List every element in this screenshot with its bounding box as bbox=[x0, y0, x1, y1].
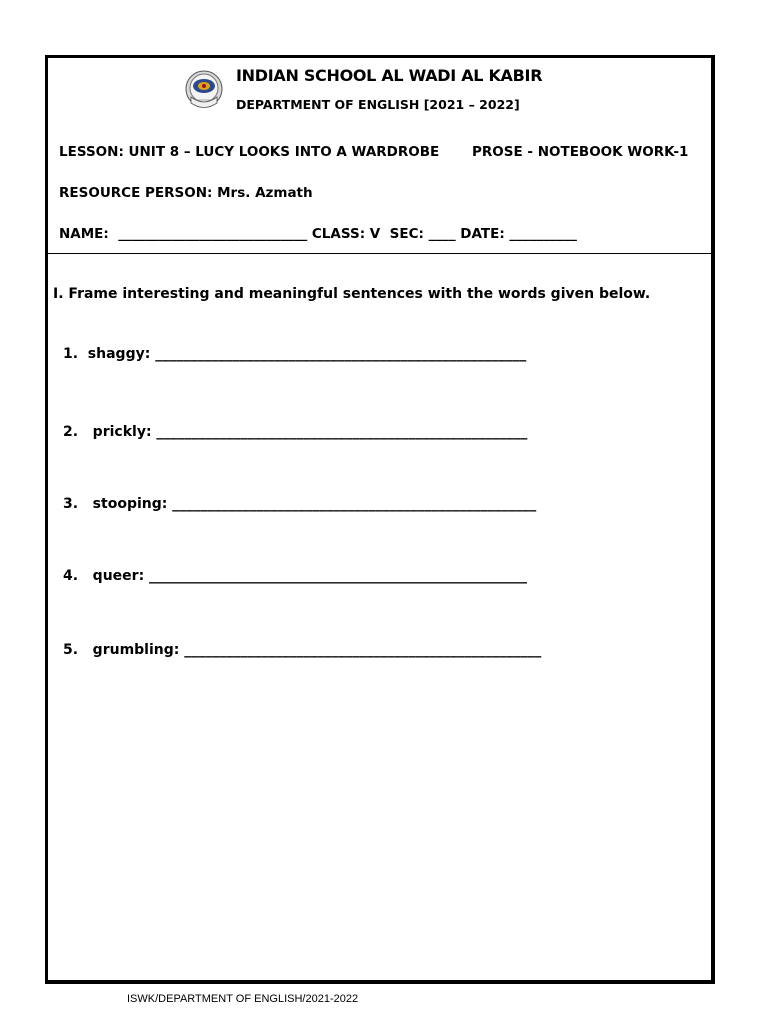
school-name: INDIAN SCHOOL AL WADI AL KABIR bbox=[236, 66, 543, 85]
lesson-title: LESSON: UNIT 8 – LUCY LOOKS INTO A WARDROBE bbox=[59, 144, 440, 160]
work-title: PROSE - NOTEBOOK WORK-1 bbox=[472, 144, 689, 160]
question-item: 5. grumbling: ___________________________________________________ bbox=[63, 642, 542, 658]
instruction-text: I. Frame interesting and meaningful sentences with the words given below. bbox=[53, 286, 651, 302]
page-footer: ISWK/DEPARTMENT OF ENGLISH/2021-2022 bbox=[127, 993, 359, 1005]
department-title: DEPARTMENT OF ENGLISH [2021 – 2022] bbox=[236, 97, 520, 112]
worksheet-border bbox=[45, 55, 715, 984]
student-info-line: NAME: ____________________________ CLASS: V SEC: ____ DATE: __________ bbox=[59, 226, 577, 242]
question-item: 4. queer: ______________________________________________________ bbox=[63, 568, 528, 584]
question-item: 3. stooping: ____________________________________________________ bbox=[63, 496, 537, 512]
question-item: 2. prickly: _____________________________________________________ bbox=[63, 424, 528, 440]
resource-person: RESOURCE PERSON: Mrs. Azmath bbox=[59, 185, 313, 201]
worksheet-header bbox=[48, 58, 711, 254]
school-crest-icon bbox=[181, 69, 227, 115]
question-item: 1. shaggy: _____________________________________________________ bbox=[63, 346, 527, 362]
